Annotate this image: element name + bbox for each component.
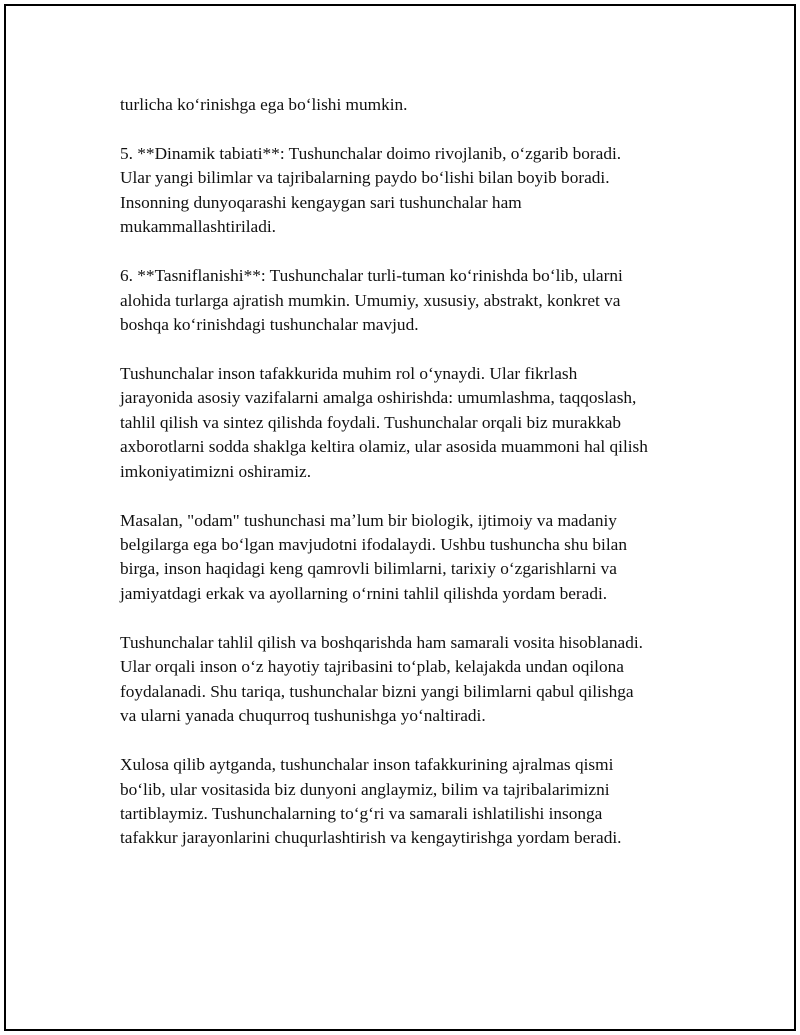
page-frame — [4, 4, 796, 1031]
paragraph-role-in-thinking: Tushunchalar inson tafakkurida muhim rol oʻynaydi. Ular fikrlash jarayonida asosiy vazifalarni amalga oshirishda: umumlashma, taqqoslash, tahlil qilish va sintez qilishda foydali. Tushunchalar orqali biz murakkab axborotlarni sodda shaklga keltira olamiz, ular asosida muammoni hal qilish imkoniyatimizni oshiramiz. — [120, 364, 648, 481]
paragraph-dynamic-nature: 5. **Dinamik tabiati**: Tushunchalar doimo rivojlanib, oʻzgarib boradi. Ular yangi bilimlar va tajribalarning paydo boʻlishi bilan boyib boradi. Insonning dunyoqarashi kengaygan sari tushunchalar ham mukammallashtiriladi. — [120, 144, 622, 237]
paragraph-analysis-tool: Tushunchalar tahlil qilish va boshqarishda ham samarali vosita hisoblanadi. Ular orqali inson oʻz hayotiy tajribasini toʻplab, kelajakda undan oqilona foydalanadi. Shu tariqa, tushunchalar bizni yangi bilimlarni qabul qilishga va ularni yanada chuqurroq tushunishga yoʻnaltiradi. — [120, 632, 643, 726]
paragraph-example-human: Masalan, "odam" tushunchasi maʼlum bir biologik, ijtimoiy va madaniy belgilarga ega boʻlgan mavjudotni ifodalaydi. Ushbu tushuncha shu bilan birga, inson haqidagi keng qamrovli bilimlarni, tarixiy oʻzgarishlarni va jamiyatdagi erkak va ayollarning oʻrnini tahlil qilishda yordam beradi. — [120, 510, 627, 603]
paragraph-continuation: turlicha koʻrinishga ega boʻlishi mumkin. — [120, 95, 408, 114]
paragraph-conclusion: Xulosa qilib aytganda, tushunchalar inson tafakkurining ajralmas qismi boʻlib, ular vositasida biz dunyoni anglaymiz, bilim va tajribalarimizni tartiblaymiz. Tushunchalarning toʻgʻri va samarali ishlatilishi insonga tafakkur jarayonlarini chuqurlashtirish va kengaytirishga yordam beradi. — [120, 755, 622, 848]
document-body — [120, 93, 700, 851]
paragraph-classification: 6. **Tasniflanishi**: Tushunchalar turli-tuman koʻrinishda boʻlib, ularni alohida turlarga ajratish mumkin. Umumiy, xususiy, abstrakt, konkret va boshqa koʻrinishdagi tushunchalar mavjud. — [120, 266, 623, 335]
